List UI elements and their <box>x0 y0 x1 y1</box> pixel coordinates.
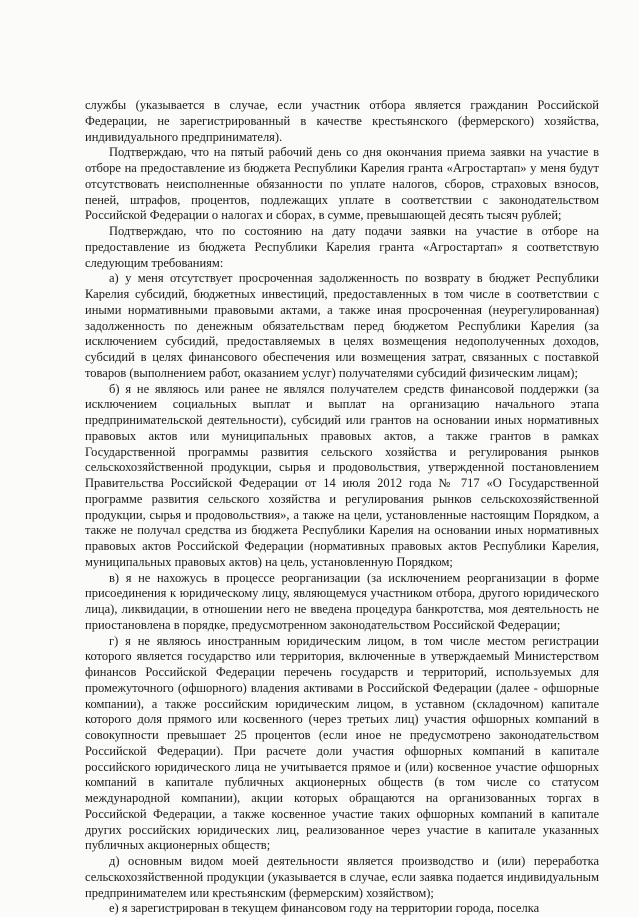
paragraph-item-e: е) я зарегистрирован в текущем финансовом году на территории города, поселка <box>109 901 540 916</box>
paragraph-item-b: б) я не являюсь или ранее не являлся получателем средств финансовой поддержки (за исключением социальных выплат и выплат на организацию начального этапа предпринимательской деятельности), субсидий или грантов на основании иных нормативных правовых актов или муниципальных правовых актов, а также грантов в рамках Государственной программы развития сельского хозяйства и регулирования рынков сельскохозяйственной продукции, сырья и продовольствия, утвержденной постановлением Правительства Российской Федерации от 14 июля 2012 года № 717 «О Государственной программе развития сельского хозяйства и регулирования рынков сельскохозяйственной продукции, сырья и продовольствия», а также на цели, установленные настоящим Порядком, а также не получал средства из бюджета Республики Карелия на основании иных нормативных правовых актов Российской Федерации (нормативных правовых актов Республики Карелия, муниципальных правовых актов) на цель, установленную Порядком; <box>85 381 599 569</box>
paragraph-item-a: а) у меня отсутствует просроченная задолженность по возврату в бюджет Республики Карелия субсидий, бюджетных инвестиций, предоставленных в том числе в соответствии с иными нормативными правовыми актами, а также иная просроченная (неурегулированная) задолженность по денежным обязательствам перед бюджетом Республики Карелия (за исключением субсидий, предоставляемых в целях возмещения недополученных доходов, субсидий в целях финансового обеспечения или возмещения затрат, связанных с поставкой товаров (выполнением работ, оказанием услуг) получателями субсидий физическим лицам); <box>85 271 599 380</box>
document-body <box>85 98 599 917</box>
paragraph-continuation: службы (указывается в случае, если участник отбора является гражданин Российской Федерации, не зарегистрированный в качестве крестьянского (фермерского) хозяйства, индивидуального предпринимателя). <box>85 98 599 144</box>
paragraph-item-v: в) я не нахожусь в процессе реорганизации (за исключением реорганизации в форме присоединения к юридическому лицу, являющемуся участником отбора, другого юридического лица), ликвидации, в отношении него не введена процедура банкротства, моя деятельность не приостановлена в порядке, предусмотренном законодательством Российской Федерации; <box>85 570 599 632</box>
paragraph-item-d: д) основным видом моей деятельности является производство и (или) переработка сельскохозяйственной продукции (указывается в случае, если заявка подается индивидуальным предпринимателем или крестьянским (фермерским) хозяйством); <box>85 854 599 900</box>
paragraph-requirements-intro: Подтверждаю, что по состоянию на дату подачи заявки на участие в отборе на предоставление из бюджета Республики Карелия гранта «Агростартап» я соответствую следующим требованиям: <box>85 224 599 270</box>
paragraph-item-g: г) я не являюсь иностранным юридическим лицом, в том числе местом регистрации которого является государство или территория, включенные в утверждаемый Министерством финансов Российской Федерации перечень государств и территорий, используемых для промежуточного (офшорного) владения активами в Российской Федерации (далее - офшорные компании), а также российским юридическим лицом, в уставном (складочном) капитале которого доля прямого или косвенного (через третьих лиц) участия офшорных компаний в совокупности превышает 25 процентов (если иное не предусмотрено законодательством Российской Федерации). При расчете доли участия офшорных компаний в капитале российского юридического лица не учитывается прямое и (или) косвенное участие офшорных компаний в капитале публичных акционерных обществ (в том числе со статусом международной компании), акции которых обращаются на организованных торгах в Российской Федерации, а также косвенное участие таких офшорных компаний в капитале других российских юридических лиц, реализованное через участие в капитале указанных публичных акционерных обществ; <box>85 633 599 853</box>
paragraph-tax-obligations: Подтверждаю, что на пятый рабочий день со дня окончания приема заявки на участие в отборе на предоставление из бюджета Республики Карелия гранта «Агростартап» у меня будут отсутствовать неисполненные обязанности по уплате налогов, сборов, страховых взносов, пеней, штрафов, процентов, подлежащих уплате в соответствии с законодательством Российской Федерации о налогах и сборах, в сумме, превышающей десять тысяч рублей; <box>85 145 599 223</box>
